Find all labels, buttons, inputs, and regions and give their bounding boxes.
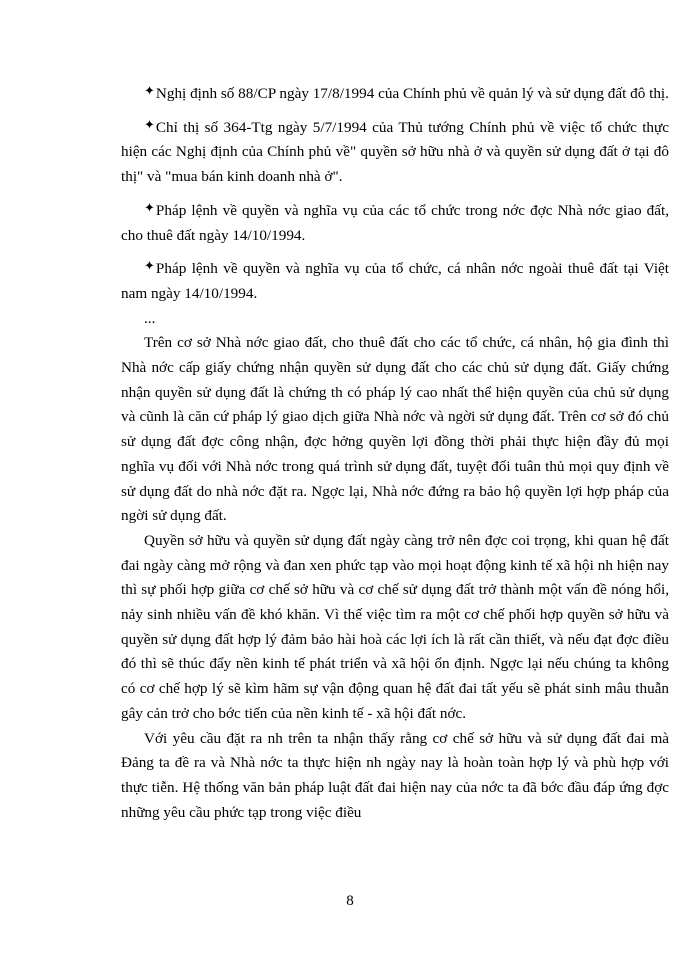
- page-number: 8: [346, 893, 354, 909]
- bullet-text: Chỉ thị số 364-Ttg ngày 5/7/1994 của Thủ tướng Chính phủ về việc tổ chức thực hiện các Nghị định của Chính phủ về" quyền sở hữu nhà ở và quyền sử dụng đất ở tại đô thị" và "mua bán kinh doanh nhà ở".: [121, 118, 669, 186]
- bullet-text: Nghị định số 88/CP ngày 17/8/1994 của Chính phủ về quản lý và sử dụng đất đô thị.: [155, 85, 669, 102]
- diamond-bullet-icon: ✦: [144, 83, 155, 98]
- bullet-item: [121, 199, 669, 248]
- diamond-bullet-icon: ✦: [144, 258, 155, 274]
- paragraph: Trên cơ sở Nhà nớc giao đất, cho thuê đất cho các tổ chức, cá nhân, hộ gia đình thì Nhà nớc cấp giấy chứng nhận quyền sử dụng đất cho các chủ sử dụng đất. Giấy chứng nhận quyền sử dụng đất là chứng th có pháp lý cao nhất thể hiện quyền của chủ sử dụng và cũnh là căn cứ pháp lý giao dịch giữa Nhà nớc và ngời sử dụng đất. Trên cơ sở đó chủ sử dụng đất đợc công nhận, đợc hởng quyền lợi đồng thời phải thực hiện đầy đủ mọi nghĩa vụ đối với Nhà nớc trong quá trình sử dụng đất, tuyệt đối tuân thủ mọi quy định về sử dụng đất do nhà nớc đặt ra. Ngợc lại, Nhà nớc đứng ra bảo hộ quyền lợi hợp pháp của ngời sử dụng đất.: [121, 334, 669, 525]
- paragraph: Với yêu cầu đặt ra nh trên ta nhận thấy rằng cơ chế sở hữu và sử dụng đất đai mà Đảng ta đề ra và Nhà nớc ta thực hiện nh ngày nay là hoàn toàn hợp lý và phù hợp với thực tiễn. Hệ thống văn bản pháp luật đất đai hiện nay của nớc ta đã bớc đầu đáp ứng đợc những yêu cầu phức tạp trong việc điều: [121, 729, 669, 821]
- body-text: [121, 82, 669, 825]
- diamond-bullet-icon: ✦: [144, 199, 155, 215]
- bullet-text: Pháp lệnh về quyền và nghĩa vụ của tổ chức, cá nhân nớc ngoài thuê đất tại Việt nam ngày 14/10/1994.: [121, 260, 669, 302]
- bullet-text: Pháp lệnh về quyền và nghĩa vụ của các tổ chức trong nớc đợc Nhà nớc giao đất, cho thuê đất ngày 14/10/1994.: [121, 201, 669, 244]
- bullet-item: [121, 116, 669, 190]
- bullet-item: [121, 257, 669, 306]
- bullet-item: [121, 82, 669, 107]
- diamond-bullet-icon: ✦: [144, 116, 155, 132]
- paragraph: Quyền sở hữu và quyền sử dụng đất ngày càng trở nên đợc coi trọng, khi quan hệ đất đai ngày càng mở rộng và đan xen phức tạp vào mọi hoạt động kinh tế xã hội nh hiện nay thì sự phối hợp giữa cơ chế sở hữu và cơ chế sử dụng đất trở thành một vấn đề nóng hổi, nảy sinh nhiều vấn đề khó khăn. Vì thế việc tìm ra một cơ chế phối hợp quyền sở hữu và quyền sử dụng đất hợp lý đảm bảo hài hoà các lợi ích là rất cần thiết, và nếu đạt đợc điều đó thì sẽ thúc đẩy nền kinh tế phát triển và xã hội ổn định. Ngợc lại nếu chúng ta không có cơ chế hợp lý sẽ kìm hãm sự vận động quan hệ đất đai tất yếu sẽ phát sinh mâu thuẫn gây cản trở cho bớc tiến của nền kinh tế - xã hội đất nớc.: [121, 531, 669, 722]
- ellipsis: ...: [144, 309, 156, 327]
